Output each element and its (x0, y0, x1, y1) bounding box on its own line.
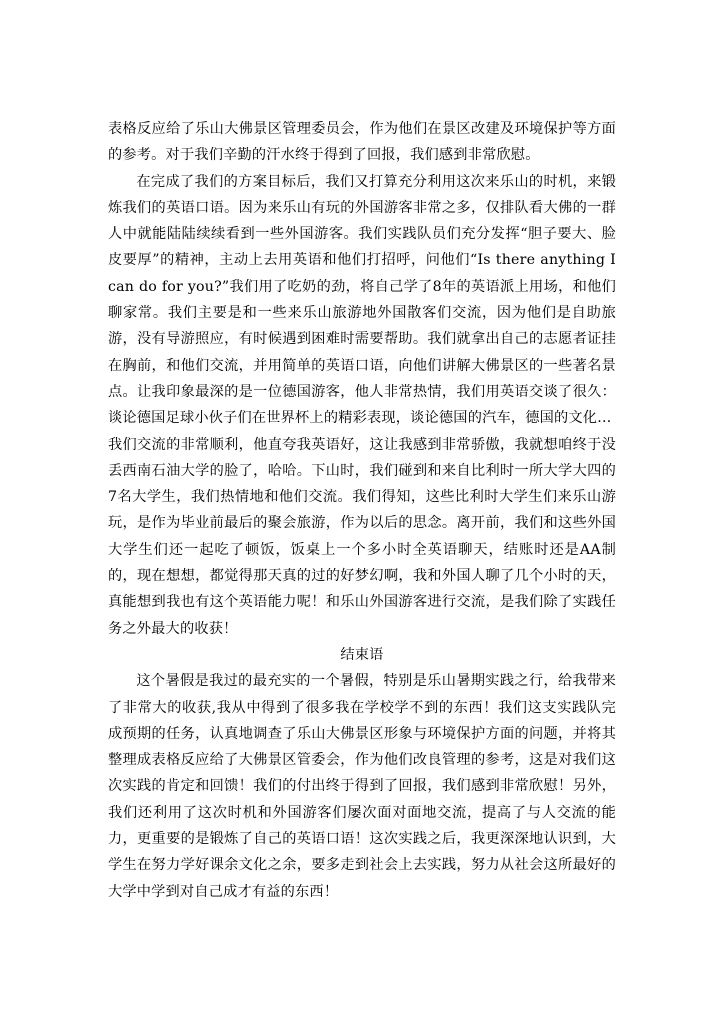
paragraph-english-practice: 在完成了我们的方案目标后，我们又打算充分利用这次来乐山的时机，来锻炼我们的英语口语。因为来乐山有玩的外国游客非常之多，仅排队看大佛的一群人中就能陆陆续续看到一些外国游客。我们实践队员们充分发挥“胆子要大、脸皮要厚”的精神，主动上去用英语和他们打招呼，问他们“Is there anything I can do for you?”我们用了吃奶的劲，将自己学了8年的英语派上用场，和他们聊家常。我们主要是和一些来乐山旅游地外国散客们交流，因为他们是自助旅游，没有导游照应，有时候遇到困难时需要帮助。我们就拿出自己的志愿者证挂在胸前，和他们交流，并用简单的英语口语，向他们讲解大佛景区的一些著名景点。让我印象最深的是一位德国游客，他人非常热情，我们用英语交谈了很久：谈论德国足球小伙子们在世界杯上的精彩表现，谈论德国的汽车，德国的文化… (108, 173, 616, 427)
paragraph-closing: 这个暑假是我过的最充实的一个暑假，特别是乐山暑期实践之行，给我带来了非常大的收获,我从中得到了很多我在学校学不到的东西！我们这支实践队完成预期的任务，认真地调查了乐山大佛景区形象与环境保护方面的问题，并将其整理成表格反应给了大佛景区管委会，作为他们改良管理的参考，这是对我们这次实践的肯定和回馈！我们的付出终于得到了回报，我们感到非常欣慰！另外，我们还利用了这次时机和外国游客们屡次面对面地交流，提高了与人交流的能力，更重要的是锻炼了自己的英语口语！这次实践之后，我更深深地认识到，大学生在努力学好课余文化之余，要多走到社会上去实践，努力从社会这所最好的大学中学到对自己成才有益的东西！ (108, 673, 616, 900)
closing-heading: 结束语 (340, 646, 384, 663)
body-text (108, 116, 616, 905)
paragraph-exchange: 我们交流的非常顺利，他直夸我英语好，这让我感到非常骄傲，我就想咱终于没丢西南石油大学的脸了，哈哈。下山时，我们碰到和来自比利时一所大学大四的7名大学生，我们热情地和他们交流。我们得知，这些比利时大学生们来乐山游玩，是作为毕业前最后的聚会旅游，作为以后的思念。离开前，我们和这些外国大学生们还一起吃了顿饭，饭桌上一个多小时全英语聊天，结账时还是AA制的，现在想想，都觉得那天真的过的好梦幻啊，我和外国人聊了几个小时的天，真能想到我也有这个英语能力呢！和乐山外国游客进行交流，是我们除了实践任务之外最大的收获！ (108, 436, 616, 637)
paragraph-continuation: 表格反应给了乐山大佛景区管理委员会，作为他们在景区改建及环境保护等方面的参考。对于我们辛勤的汗水终于得到了回报，我们感到非常欣慰。 (108, 121, 616, 164)
